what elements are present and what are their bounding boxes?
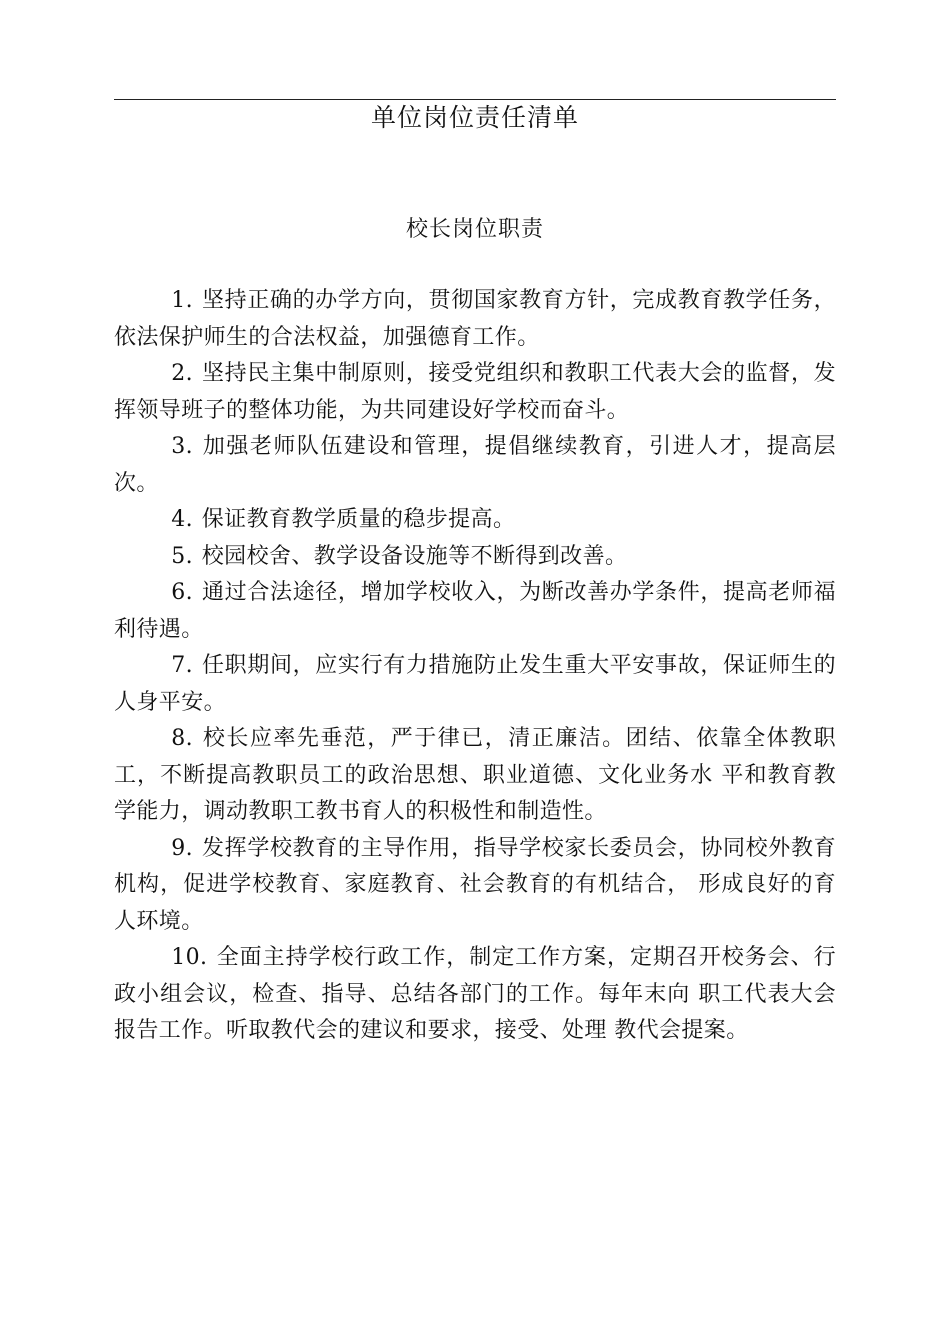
duty-item-1 xyxy=(114,283,836,356)
duty-text: 任职期间，应实行有力措施防止发生重大平安事故，保证师生的人身平安。 xyxy=(114,653,836,715)
duty-text: 坚持民主集中制原则，接受党组织和教职工代表大会的监督，发挥领导班子的整体功能，为共同建设好学校而奋斗。 xyxy=(114,361,836,423)
duty-number: 7. xyxy=(171,653,193,678)
duty-number: 5. xyxy=(171,543,193,569)
duty-text: 全面主持学校行政工作，制定工作方案，定期召开校务会、行政小组会议，检查、指导、总结各部门的工作。每年末向 职工代表大会报告工作。听取教代会的建议和要求，接受、处理 教代会提案。 xyxy=(114,945,836,1043)
duty-number: 10. xyxy=(171,945,208,970)
duty-number: 4. xyxy=(171,507,193,532)
duty-number: 2. xyxy=(171,361,193,386)
duty-item-7 xyxy=(114,648,836,721)
duty-number: 8. xyxy=(171,726,193,751)
duty-text: 校园校舍、教学设备设施等不断得到改善。 xyxy=(201,543,628,569)
duty-text: 保证教育教学质量的稳步提高。 xyxy=(201,507,516,532)
section-title: 校长岗位职责 xyxy=(405,217,544,242)
duty-list xyxy=(114,283,836,1050)
duty-item-4 xyxy=(114,502,836,539)
duty-text: 坚持正确的办学方向，贯彻国家教育方针，完成教育教学任务，依法保护师生的合法权益，加强德育工作。 xyxy=(114,288,836,350)
duty-number: 6. xyxy=(171,580,193,605)
duty-text: 发挥学校教育的主导作用，指导学校家长委员会，协同校外教育机构，促进学校教育、家庭教育、社会教育的有机结合， 形成良好的育人环境。 xyxy=(114,835,836,934)
duty-item-3 xyxy=(114,429,836,502)
duty-item-5 xyxy=(114,539,836,576)
duty-item-8 xyxy=(114,721,836,831)
document-title: 单位岗位责任清单 xyxy=(370,103,579,132)
duty-item-6 xyxy=(114,575,836,648)
duty-number: 3. xyxy=(171,434,193,459)
duty-number: 1. xyxy=(171,288,193,313)
duty-item-2 xyxy=(114,356,836,429)
duty-text: 加强老师队伍建设和管理，提倡继续教育，引进人才，提高层次。 xyxy=(114,434,836,496)
duty-item-9 xyxy=(114,831,836,941)
duty-item-10 xyxy=(114,940,836,1050)
duty-text: 通过合法途径，增加学校收入，为断改善办学条件，提高老师福利待遇。 xyxy=(114,580,836,642)
duty-text: 校长应率先垂范，严于律已，清正廉洁。团结、依靠全体教职工，不断提高教职员工的政治思想、职业道德、文化业务水 平和教育教学能力，调动教职工教书育人的积极性和制造性。 xyxy=(114,726,836,824)
duty-number: 9. xyxy=(171,835,193,861)
